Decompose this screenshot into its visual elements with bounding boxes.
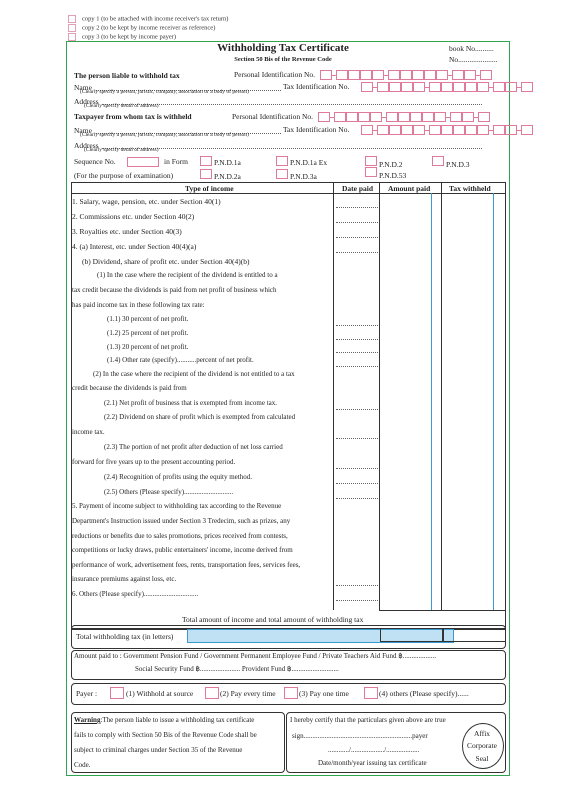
income-row-5-line4: competitions or lucky draws, public entertainers' income, income derived from: [72, 546, 293, 554]
fund-line-1: Amount paid to : Government Pension Fund / Government Permanent Employee Fund / Private Teachers Aid Fund ฿...................: [74, 652, 436, 660]
income-row-2-4: (2.4) Recognition of profits using the equity method.: [104, 473, 252, 481]
issue-date-field[interactable]: ............/.................../...................: [328, 746, 420, 754]
total-tax-cell[interactable]: [442, 628, 506, 642]
col-divider-1: [333, 182, 334, 610]
form-pnd2-checkbox[interactable]: [365, 156, 377, 166]
copy-1-label: copy 1 (to be attached with income receiver's tax return): [82, 15, 229, 23]
seal-line-1: Affix: [473, 729, 491, 738]
certificate-number: No.....................: [449, 55, 498, 64]
income-row-5-line5: performance of work, advertisement fees, rents, transportation fees, services fees,: [72, 561, 301, 569]
withhold-at-source-label: (1) Withhold at source: [126, 689, 194, 698]
certify-statement: I hereby certify that the particulars given above are true: [290, 716, 446, 724]
warning-line-3: subject to criminal charges under Section 35 of the Revenue: [74, 746, 243, 754]
income-row-1-2: (1.2) 25 percent of net profit.: [107, 329, 189, 337]
date-line-11[interactable]: [336, 468, 378, 469]
date-line-2[interactable]: [336, 222, 378, 223]
payer-label: Payer :: [76, 689, 98, 698]
total-rule: [379, 610, 505, 611]
pay-every-time-checkbox[interactable]: [205, 687, 219, 699]
income-row-5-line6: insurance premiums against loss, etc.: [72, 575, 177, 583]
warning-line-2: fails to comply with Section 50 Bis of the Revenue Code shall be: [74, 731, 257, 739]
payer-name-hint: (Clearly specify a person, juristic, company, association or a body of person): [80, 89, 249, 95]
date-line-10[interactable]: [336, 438, 378, 439]
date-line-8[interactable]: [336, 366, 378, 367]
pay-one-time-label: (3) Pay one time: [299, 689, 349, 698]
payee-pid-boxes[interactable]: [318, 112, 490, 122]
payer-pid-label: Personal Identification No.: [234, 70, 316, 79]
income-row-1-1: (1.1) 30 percent of net profit.: [107, 315, 189, 323]
form-pnd2-label: P.N.D.2: [379, 160, 403, 169]
fund-line-2: Social Security Fund ฿....................... Provident Fund ฿...........................: [135, 665, 339, 673]
sequence-input[interactable]: [127, 157, 159, 167]
date-line-4[interactable]: [336, 252, 378, 253]
income-row-4b1-line2: tax credit because the dividends is paid from net profit of business which: [72, 286, 277, 294]
copy-2-line: [68, 24, 215, 32]
income-row-2-1: (2.1) Net profit of business that is exempted from income tax.: [104, 399, 278, 407]
income-row-6: 6. Others (Please specify)...............................: [72, 590, 199, 598]
table-header-rule: [71, 193, 505, 194]
income-row-5-line3: reductions or benefits due to sales promotions, prices received from contests,: [72, 532, 288, 540]
pay-every-time-label: (2) Pay every time: [220, 689, 276, 698]
date-line-7[interactable]: [336, 352, 378, 353]
pay-one-time-checkbox[interactable]: [284, 687, 298, 699]
payee-name-label: Name: [74, 126, 92, 135]
date-line-12[interactable]: [336, 483, 378, 484]
warning-label: Warning: [74, 716, 101, 724]
income-row-2-3: (2.3) The portion of net profit after deduction of net loss carried: [104, 443, 283, 451]
copy-1-line: [68, 15, 228, 23]
payer-name-label: Name: [74, 83, 92, 92]
form-pnd2a-label: P.N.D.2a: [214, 172, 241, 181]
date-line-3[interactable]: [336, 237, 378, 238]
date-line-13[interactable]: [336, 498, 378, 499]
income-row-4b2-line1: (2) In the case where the recipient of the dividend is not entitled to a tax: [93, 370, 295, 378]
income-row-4b1-line3: has paid income tax in these following tax rate:: [72, 301, 205, 309]
form-pnd1a-ex-checkbox[interactable]: [276, 156, 288, 166]
issue-date-label: Date/month/year issuing tax certificate: [318, 759, 427, 767]
income-row-4a: 4. (a) Interest, etc. under Section 40(4)(a): [72, 242, 197, 251]
payer-heading: The person liable to withhold tax: [74, 71, 180, 80]
total-letters-label: Total withholding tax (in letters): [76, 632, 174, 641]
date-line-5[interactable]: [336, 325, 378, 326]
seal-line-3: Seal: [475, 754, 489, 763]
payee-address-hint: (Clearly specify detail of address): [84, 147, 159, 153]
income-row-2: 2. Commissions etc. under Section 40(2): [72, 212, 195, 221]
form-pnd2a-checkbox[interactable]: [200, 169, 212, 179]
others-checkbox[interactable]: [364, 687, 378, 699]
payer-pid-boxes[interactable]: [320, 70, 492, 80]
date-line-1[interactable]: [336, 207, 378, 208]
amount-decimal-rule: [431, 193, 432, 610]
seal-line-2: Corporate: [467, 741, 497, 750]
copy-1-checkbox[interactable]: [68, 15, 76, 23]
total-label: Total amount of income and total amount of withholding tax: [182, 615, 364, 624]
signature-line[interactable]: sign..............................................................payer: [292, 732, 428, 740]
payee-name-hint: (Clearly specify a person, juristic, company, association or a body of person): [80, 132, 249, 138]
copy-3-label: copy 3 (to be kept by income payer): [82, 33, 177, 41]
income-row-2-2-cont: income tax.: [72, 428, 105, 436]
copy-3-checkbox[interactable]: [68, 33, 76, 41]
col-divider-3: [441, 182, 442, 610]
form-pnd1a-ex-label: P.N.D.1a Ex: [290, 158, 328, 167]
date-line-9[interactable]: [336, 409, 378, 410]
header-type-of-income: Type of income: [185, 184, 234, 193]
purpose-label: (For the purpose of examination): [74, 171, 174, 180]
income-row-3: 3. Royalties etc. under Section 40(3): [72, 227, 182, 236]
header-date-paid: Date paid: [342, 184, 374, 193]
income-row-2-5: (2.5) Others (Please specify)............................: [104, 488, 234, 496]
date-line-6[interactable]: [336, 339, 378, 340]
date-line-14[interactable]: [336, 585, 378, 586]
income-row-1-3: (1.3) 20 percent of net profit.: [107, 343, 189, 351]
form-pnd3-label: P.N.D.3: [446, 160, 470, 169]
others-label: (4) others (Please specify)......: [379, 689, 469, 698]
page-subtitle: Section 50 Bis of the Revenue Code: [234, 56, 332, 63]
copy-3-line: [68, 33, 176, 41]
col-divider-2: [379, 182, 380, 610]
page-title: Withholding Tax Certificate: [217, 42, 349, 54]
income-row-2-3-cont: forward for five years up to the present accounting period.: [72, 458, 236, 466]
form-pnd53-label: P.N.D.53: [379, 171, 407, 180]
payee-address-label: Address: [74, 141, 99, 150]
income-row-5-line2: Department's Instruction issued under Section 3 Tredecim, such as prizes, any: [72, 517, 291, 525]
total-amount-cell[interactable]: [380, 628, 444, 642]
in-form-label: in Form: [164, 157, 188, 166]
income-row-4b2-line2: credit because the dividends is paid from: [72, 384, 187, 392]
warning-line-4: Code.: [74, 761, 91, 769]
header-amount-paid: Amount paid: [388, 184, 431, 193]
income-row-4b: (b) Dividend, share of profit etc. under Section 40(4)(b): [82, 257, 250, 266]
form-pnd3a-label: P.N.D.3a: [290, 172, 317, 181]
form-pnd53-checkbox[interactable]: [365, 167, 377, 177]
payee-address-line[interactable]: [102, 148, 482, 149]
income-row-1-4: (1.4) Other rate (specify)...........percent of net profit.: [107, 356, 254, 364]
warning-text-1: :The person liable to issue a withholding tax certificate: [100, 716, 255, 724]
book-number: book No..........: [449, 44, 494, 53]
copy-2-label: copy 2 (to be kept by income receiver as reference): [82, 24, 216, 32]
form-pnd1a-checkbox[interactable]: [200, 156, 212, 166]
tax-decimal-rule: [493, 193, 494, 610]
form-pnd3a-checkbox[interactable]: [276, 169, 288, 179]
copy-2-checkbox[interactable]: [68, 24, 76, 32]
income-row-2-2: (2.2) Dividend on share of profit which is exempted from calculated: [104, 413, 296, 421]
payer-tid-boxes[interactable]: [361, 82, 533, 92]
date-line-15[interactable]: [336, 600, 378, 601]
form-pnd1a-label: P.N.D.1a: [214, 158, 241, 167]
sequence-label: Sequence No.: [74, 157, 116, 166]
income-row-4b1-line1: (1) In the case where the recipient of the dividend is entitled to a: [97, 271, 278, 279]
header-tax-withheld: Tax withheld: [449, 184, 491, 193]
payer-address-label: Address: [74, 97, 99, 106]
payee-heading: Taxpayer from whom tax is withheld: [74, 112, 192, 121]
income-row-5-line1: 5. Payment of income subject to withholding tax according to the Revenue: [72, 502, 282, 510]
payee-tid-boxes[interactable]: [361, 125, 533, 135]
payee-pid-label: Personal Identification No.: [232, 112, 314, 121]
payer-tid-label: Tax Identification No.: [283, 82, 350, 91]
withhold-at-source-checkbox[interactable]: [110, 687, 124, 699]
payer-address-hint: (Clearly specify detail of address): [84, 103, 159, 109]
payer-address-line[interactable]: [102, 104, 482, 105]
payee-tid-label: Tax Identification No.: [283, 125, 350, 134]
warning-line-1: [74, 716, 254, 724]
income-row-1: 1. Salary, wage, pension, etc. under Section 40(1): [72, 197, 221, 206]
form-pnd3-checkbox[interactable]: [432, 156, 444, 166]
